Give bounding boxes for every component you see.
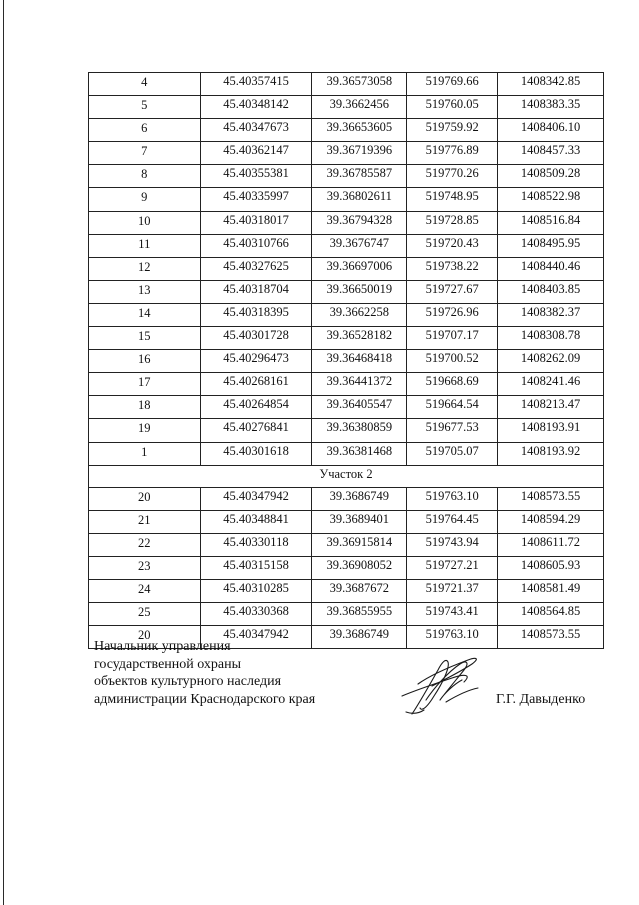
- point-number-cell: 14: [89, 303, 201, 326]
- point-number-cell: 6: [89, 119, 201, 142]
- handwritten-signature-icon: [372, 644, 492, 726]
- point-number-cell: 11: [89, 234, 201, 257]
- latitude-cell: 45.40335997: [200, 188, 312, 211]
- x-coordinate-cell: 519668.69: [407, 373, 498, 396]
- latitude-cell: 45.40347942: [200, 626, 312, 649]
- y-coordinate-cell: 1408573.55: [498, 626, 604, 649]
- latitude-cell: 45.40301618: [200, 442, 312, 465]
- latitude-cell: 45.40310766: [200, 234, 312, 257]
- x-coordinate-cell: 519776.89: [407, 142, 498, 165]
- point-number-cell: 15: [89, 327, 201, 350]
- table-row: [89, 96, 604, 119]
- x-coordinate-cell: 519738.22: [407, 257, 498, 280]
- y-coordinate-cell: 1408241.46: [498, 373, 604, 396]
- y-coordinate-cell: 1408213.47: [498, 396, 604, 419]
- point-number-cell: 22: [89, 533, 201, 556]
- point-number-cell: 19: [89, 419, 201, 442]
- latitude-cell: 45.40318017: [200, 211, 312, 234]
- table-row: [89, 442, 604, 465]
- table-row: [89, 603, 604, 626]
- x-coordinate-cell: 519760.05: [407, 96, 498, 119]
- point-number-cell: 5: [89, 96, 201, 119]
- longitude-cell: 39.3686749: [312, 487, 407, 510]
- position-line: государственной охраны: [94, 656, 242, 672]
- longitude-cell: 39.36785587: [312, 165, 407, 188]
- point-number-cell: 25: [89, 603, 201, 626]
- longitude-cell: 39.36380859: [312, 419, 407, 442]
- latitude-cell: 45.40357415: [200, 73, 312, 96]
- latitude-cell: 45.40330118: [200, 533, 312, 556]
- table-row: [89, 487, 604, 510]
- x-coordinate-cell: 519728.85: [407, 211, 498, 234]
- longitude-cell: 39.3686749: [312, 626, 407, 649]
- point-number-cell: 24: [89, 580, 201, 603]
- table-row: [89, 257, 604, 280]
- x-coordinate-cell: 519743.41: [407, 603, 498, 626]
- latitude-cell: 45.40276841: [200, 419, 312, 442]
- longitude-cell: 39.36697006: [312, 257, 407, 280]
- x-coordinate-cell: 519748.95: [407, 188, 498, 211]
- point-number-cell: 4: [89, 73, 201, 96]
- y-coordinate-cell: 1408403.85: [498, 280, 604, 303]
- latitude-cell: 45.40318704: [200, 280, 312, 303]
- longitude-cell: 39.36908052: [312, 556, 407, 579]
- latitude-cell: 45.40301728: [200, 327, 312, 350]
- y-coordinate-cell: 1408383.35: [498, 96, 604, 119]
- point-number-cell: 18: [89, 396, 201, 419]
- table-row: [89, 280, 604, 303]
- table-row: [89, 373, 604, 396]
- latitude-cell: 45.40296473: [200, 350, 312, 373]
- latitude-cell: 45.40327625: [200, 257, 312, 280]
- point-number-cell: 16: [89, 350, 201, 373]
- point-number-cell: 12: [89, 257, 201, 280]
- y-coordinate-cell: 1408605.93: [498, 556, 604, 579]
- longitude-cell: 39.36405547: [312, 396, 407, 419]
- point-number-cell: 9: [89, 188, 201, 211]
- position-line: объектов культурного наследия: [94, 674, 282, 689]
- point-number-cell: 7: [89, 142, 201, 165]
- x-coordinate-cell: 519726.96: [407, 303, 498, 326]
- longitude-cell: 39.3689401: [312, 510, 407, 533]
- longitude-cell: 39.3662456: [312, 96, 407, 119]
- longitude-cell: 39.36650019: [312, 280, 407, 303]
- latitude-cell: 45.40362147: [200, 142, 312, 165]
- longitude-cell: 39.36794328: [312, 211, 407, 234]
- point-number-cell: 8: [89, 165, 201, 188]
- x-coordinate-cell: 519700.52: [407, 350, 498, 373]
- x-coordinate-cell: 519770.26: [407, 165, 498, 188]
- x-coordinate-cell: 519763.10: [407, 626, 498, 649]
- longitude-cell: 39.3687672: [312, 580, 407, 603]
- x-coordinate-cell: 519759.92: [407, 119, 498, 142]
- point-number-cell: 17: [89, 373, 201, 396]
- table-row: [89, 142, 604, 165]
- y-coordinate-cell: 1408440.46: [498, 257, 604, 280]
- y-coordinate-cell: 1408509.28: [498, 165, 604, 188]
- x-coordinate-cell: 519764.45: [407, 510, 498, 533]
- x-coordinate-cell: 519763.10: [407, 487, 498, 510]
- table-row: [89, 188, 604, 211]
- x-coordinate-cell: 519707.17: [407, 327, 498, 350]
- table-row: [89, 350, 604, 373]
- y-coordinate-cell: 1408262.09: [498, 350, 604, 373]
- table-row: [89, 165, 604, 188]
- y-coordinate-cell: 1408611.72: [498, 533, 604, 556]
- y-coordinate-cell: 1408457.33: [498, 142, 604, 165]
- x-coordinate-cell: 519705.07: [407, 442, 498, 465]
- x-coordinate-cell: 519727.67: [407, 280, 498, 303]
- point-number-cell: 10: [89, 211, 201, 234]
- table-row: [89, 211, 604, 234]
- signer-name: Г.Г. Давыденко: [496, 692, 586, 707]
- table-row: [89, 580, 604, 603]
- point-number-cell: 13: [89, 280, 201, 303]
- y-coordinate-cell: 1408193.92: [498, 442, 604, 465]
- latitude-cell: 45.40318395: [200, 303, 312, 326]
- point-number-cell: 23: [89, 556, 201, 579]
- table-row: [89, 419, 604, 442]
- table-row: [89, 327, 604, 350]
- point-number-cell: 20: [89, 487, 201, 510]
- y-coordinate-cell: 1408193.91: [498, 419, 604, 442]
- table-row: [89, 119, 604, 142]
- y-coordinate-cell: 1408495.95: [498, 234, 604, 257]
- longitude-cell: 39.3662258: [312, 303, 407, 326]
- position-line: Начальник управления: [94, 639, 231, 654]
- latitude-cell: 45.40268161: [200, 373, 312, 396]
- x-coordinate-cell: 519743.94: [407, 533, 498, 556]
- longitude-cell: 39.36802611: [312, 188, 407, 211]
- x-coordinate-cell: 519677.53: [407, 419, 498, 442]
- table-row: [89, 234, 604, 257]
- y-coordinate-cell: 1408516.84: [498, 211, 604, 234]
- coordinates-table: [88, 72, 604, 649]
- latitude-cell: 45.40348142: [200, 96, 312, 119]
- latitude-cell: 45.40310285: [200, 580, 312, 603]
- latitude-cell: 45.40330368: [200, 603, 312, 626]
- table-row: [89, 533, 604, 556]
- section-label: Участок 2: [89, 465, 604, 487]
- section-row: [89, 465, 604, 487]
- position-line: администрации Краснодарского края: [94, 691, 316, 707]
- page-edge-line: [3, 0, 4, 905]
- longitude-cell: 39.36719396: [312, 142, 407, 165]
- y-coordinate-cell: 1408573.55: [498, 487, 604, 510]
- y-coordinate-cell: 1408342.85: [498, 73, 604, 96]
- x-coordinate-cell: 519727.21: [407, 556, 498, 579]
- x-coordinate-cell: 519664.54: [407, 396, 498, 419]
- x-coordinate-cell: 519720.43: [407, 234, 498, 257]
- longitude-cell: 39.36653605: [312, 119, 407, 142]
- coordinates-table-body: [89, 73, 604, 649]
- signatory-position: [94, 638, 315, 708]
- y-coordinate-cell: 1408382.37: [498, 303, 604, 326]
- latitude-cell: 45.40264854: [200, 396, 312, 419]
- point-number-cell: 21: [89, 510, 201, 533]
- y-coordinate-cell: 1408581.49: [498, 580, 604, 603]
- latitude-cell: 45.40355381: [200, 165, 312, 188]
- table-row: [89, 396, 604, 419]
- table-row: [89, 556, 604, 579]
- y-coordinate-cell: 1408522.98: [498, 188, 604, 211]
- point-number-cell: 20: [89, 626, 201, 649]
- latitude-cell: 45.40348841: [200, 510, 312, 533]
- table-row: [89, 73, 604, 96]
- longitude-cell: 39.36573058: [312, 73, 407, 96]
- x-coordinate-cell: 519721.37: [407, 580, 498, 603]
- y-coordinate-cell: 1408594.29: [498, 510, 604, 533]
- latitude-cell: 45.40315158: [200, 556, 312, 579]
- longitude-cell: 39.36915814: [312, 533, 407, 556]
- longitude-cell: 39.36855955: [312, 603, 407, 626]
- y-coordinate-cell: 1408406.10: [498, 119, 604, 142]
- x-coordinate-cell: 519769.66: [407, 73, 498, 96]
- latitude-cell: 45.40347673: [200, 119, 312, 142]
- y-coordinate-cell: 1408564.85: [498, 603, 604, 626]
- longitude-cell: 39.36528182: [312, 327, 407, 350]
- longitude-cell: 39.3676747: [312, 234, 407, 257]
- table-row: [89, 303, 604, 326]
- longitude-cell: 39.36381468: [312, 442, 407, 465]
- longitude-cell: 39.36441372: [312, 373, 407, 396]
- point-number-cell: 1: [89, 442, 201, 465]
- table-row: [89, 510, 604, 533]
- y-coordinate-cell: 1408308.78: [498, 327, 604, 350]
- latitude-cell: 45.40347942: [200, 487, 312, 510]
- longitude-cell: 39.36468418: [312, 350, 407, 373]
